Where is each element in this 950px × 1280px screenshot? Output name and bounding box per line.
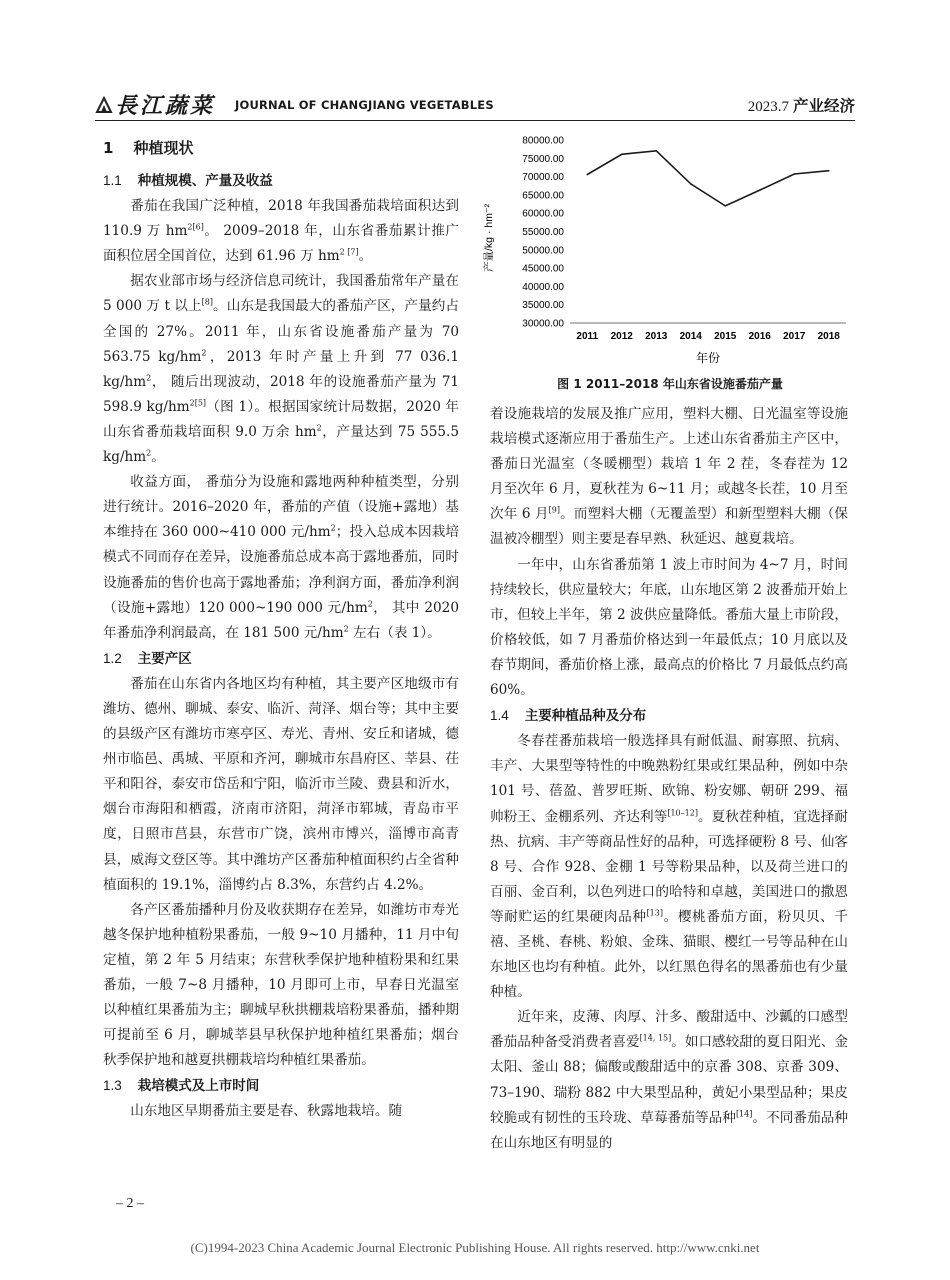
subsection-heading xyxy=(103,1073,459,1099)
subsection-heading xyxy=(490,703,848,729)
paragraph: 山东地区早期番茄主要是春、秋露地栽培。随 xyxy=(130,1103,403,1120)
x-tick-label: 2013 xyxy=(645,331,668,342)
subsection-title: 主要种植品种及分布 xyxy=(524,708,647,725)
data-point xyxy=(586,174,588,176)
journal-title-en: JOURNAL OF CHANGJIANG VEGETABLES xyxy=(235,98,494,112)
y-tick-label: 45000.00 xyxy=(522,263,564,275)
issue-number: 2023.7 xyxy=(747,99,789,115)
x-tick-label: 2016 xyxy=(748,331,771,342)
subsection-title: 栽培模式及上市时间 xyxy=(137,1078,260,1095)
y-axis-label: 产量/kg · hm⁻² xyxy=(483,204,495,272)
subsection-heading xyxy=(103,646,459,672)
section-title: 种植现状 xyxy=(133,139,194,157)
section-number: 1 xyxy=(103,139,114,157)
x-tick-label: 2011 xyxy=(576,331,599,342)
x-axis-label: 年份 xyxy=(695,351,721,365)
paragraph: 一年中，山东省番茄第 1 波上市时间为 4~7 月，时间持续较长，供应量较大；年底，山东地区第 2 波番茄开始上市，但较上半年，第 2 波供应量降低。番茄大量上市阶段，价格较低，如 7 月番茄价格达到一年最低点；10 月底以及春节期间，番茄价格上涨，最高点的价格比 7 月最低点约高 60%。 xyxy=(490,556,848,699)
left-column xyxy=(103,134,459,1125)
x-axis xyxy=(576,331,840,342)
series-line xyxy=(587,151,829,206)
x-tick-label: 2012 xyxy=(610,331,633,342)
copyright-footer: (C)1994-2023 China Academic Journal Electronic Publishing House. All rights reserved. http://www.cnki.net xyxy=(190,1240,760,1255)
data-point xyxy=(793,173,795,175)
figure-caption: 图 1 2011–2018 年山东省设施番茄产量 xyxy=(557,377,783,391)
page-header xyxy=(95,88,855,124)
subsection-title: 种植规模、产量及收益 xyxy=(137,173,273,189)
journal-title-cn: 長江蔬菜 xyxy=(115,93,216,119)
paragraph: 着设施栽培的发展及推广应用，塑料大棚、日光温室等设施栽培模式逐渐应用于番茄生产。上述山东省番茄主产区中，番茄日光温室（冬暖棚型）栽培 1 年 2 茬，冬春茬为 12 月至次年 6 月，夏秋茬为 6~11 月；或越冬长茬，10 月至次年 6 月[9]。而塑料大棚（无覆盖型）和新型塑料大棚（保温被冷棚型）则主要是春早熟、秋延迟、越夏栽培。 xyxy=(490,406,848,548)
data-point xyxy=(690,183,692,185)
y-tick-label: 60000.00 xyxy=(522,208,564,220)
subsection-number: 1.1 xyxy=(103,173,122,188)
y-tick-label: 40000.00 xyxy=(522,281,564,293)
paragraph: 冬春茬番茄栽培一般选择具有耐低温、耐寡照、抗病、丰产、大果型等特性的中晚熟粉红果或红果品种，例如中杂 101 号、蓓盈、普罗旺斯、欧锦、粉安娜、朝研 299、福帅粉王、金棚系列、齐达利等[10–12]。夏秋茬种植，宜选择耐热、抗病、丰产等商品性好的品种，可选择硬粉 8 号、仙客 8 号、合作 928、金棚 1 号等粉果品种，以及荷兰进口的百丽、金百利，以色列进口的哈特和卓越，美国进口的撒恩等耐贮运的红果硬肉品种[13]。樱桃番茄方面，粉贝贝、千禧、圣桃、春桃、粉娘、金珠、猫眼、樱红一号等品种在山东地区也均有种植。此外，以红黑色得名的黑番茄也有少量种植。 xyxy=(490,733,849,1001)
y-tick-label: 35000.00 xyxy=(522,300,564,312)
y-tick-label: 55000.00 xyxy=(522,227,564,238)
data-point xyxy=(828,170,830,172)
x-tick-label: 2014 xyxy=(679,331,702,342)
y-tick-label: 50000.00 xyxy=(522,245,564,257)
paragraph: 近年来，皮薄、肉厚、汁多、酸甜适中、沙瓤的口感型番茄品种备受消费者喜爱[14, 15]。如口感较甜的夏日阳光、金太阳、釜山 88；偏酸或酸甜适中的京番 308、京番 309、73–190、瑞粉 882 中大果型品种，黄妃小果型品种；果皮较脆或有韧性的玉玲珑、草莓番茄等品种[14]。不同番茄品种在山东地区有明显的 xyxy=(490,1009,849,1151)
y-tick-label: 30000.00 xyxy=(522,318,564,330)
y-tick-label: 70000.00 xyxy=(522,172,564,184)
journal-logo-icon xyxy=(95,96,113,114)
data-point xyxy=(724,205,726,207)
y-tick-label: 65000.00 xyxy=(522,190,564,202)
x-tick-label: 2018 xyxy=(817,331,840,342)
section-heading xyxy=(103,134,459,162)
paragraph: 各产区番茄播种月份及收获期存在差异，如潍坊市寿光越冬保护地种植粉果番茄，一般 9~10 月播种，11 月中旬定植，第 2 年 5 月结束；东营秋季保护地种植粉果和红果番茄，一般 7~8 月播种，10 月即可上市，早春日光温室以种植红果番茄为主；聊城早秋拱棚栽培粉果番茄，播种期可提前至 6 月，聊城莘县早秋保护地种植红果番茄；烟台秋季保护地和越夏拱棚栽培均种植红果番茄。 xyxy=(103,901,459,1069)
y-tick-label: 75000.00 xyxy=(522,153,564,165)
section-name: 产业经济 xyxy=(792,97,855,115)
data-point xyxy=(621,153,623,155)
x-tick-label: 2017 xyxy=(783,331,806,342)
issue-section xyxy=(748,94,855,116)
data-point xyxy=(655,150,657,152)
subsection-number: 1.4 xyxy=(490,708,509,724)
right-column xyxy=(490,402,848,1156)
data-points xyxy=(586,150,829,207)
subsection-title: 主要产区 xyxy=(137,650,192,667)
paragraph: 据农业部市场与经济信息司统计，我国番茄常年产量在 5 000 万 t 以上[8]。山东是我国最大的番茄产区，产量约占全国的 27%。2011 年，山东省设施番茄产量为 70 563.75 $kg/hm^2$，2013 年时产量上升到 77 036.1 $kg/hm^2$， 随后出现波动，2018 年的设施番茄产量为 71 598.9 $kg/hm^{2[5]}$（图 1）。根据国家统计局数据，2020 年山东省番茄栽培面积 9.0 万余 $hm^2$，产量达到 75 555.5 $kg/hm^2$。 xyxy=(103,273,459,466)
paragraph: 番茄在山东省内各地区均有种植，其主要产区地级市有潍坊、德州、聊城、泰安、临沂、菏泽、烟台等；其中主要的县级产区有潍坊市寒亭区、寿光、青州、安丘和诸城，德州市临邑、禹城、平原和齐河，聊城市东昌府区、莘县、茌平和阳谷，泰安市岱岳和宁阳，临沂市兰陵、费县和沂水，烟台市海阳和栖霞，济南市济阳，菏泽市郓城，青岛市平度，日照市莒县，东营市广饶，滨州市博兴，淄博市高青县，威海文登区等。其中潍坊产区番茄种植面积约占全省种植面积的 19.1%，淄博约占 8.3%，东营约占 4.2%。 xyxy=(103,675,459,893)
page-number: – 2 – xyxy=(116,1196,144,1211)
data-point xyxy=(759,189,761,191)
subsection-heading xyxy=(103,168,459,194)
header-divider xyxy=(95,120,855,121)
subsection-number: 1.2 xyxy=(103,650,122,666)
paragraph: 收益方面， 番茄分为设施和露地两种种植类型，分别进行统计。2016–2020 年，番茄的产值（设施+露地）基本维持在 360 000~410 000 元$/hm^2$；投入总成本因栽培模式不同而存在差异，设施番茄总成本高于露地番茄，同时设施番茄的售价也高于露地番茄；净利润方面，番茄净利润（设施+露地）120 000~190 000 元$/hm^2$， 其中 2020 年番茄净利润最高，在 181 500 元$/hm^2$ 左右（表 1）。 xyxy=(103,474,460,641)
y-tick-label: 80000.00 xyxy=(522,135,564,147)
subsection-number: 1.3 xyxy=(103,1078,122,1094)
paragraph: 番茄在我国广泛种植，2018 年我国番茄栽培面积达到 110.9 万 $hm^{2[6]}$。 2009–2018 年，山东省番茄累计推广面积位居全国首位，达到 61.96 万 $hm^2$ [7]。 xyxy=(103,198,459,265)
y-axis xyxy=(522,136,564,330)
line-chart xyxy=(480,130,860,392)
x-tick-label: 2015 xyxy=(714,331,737,342)
